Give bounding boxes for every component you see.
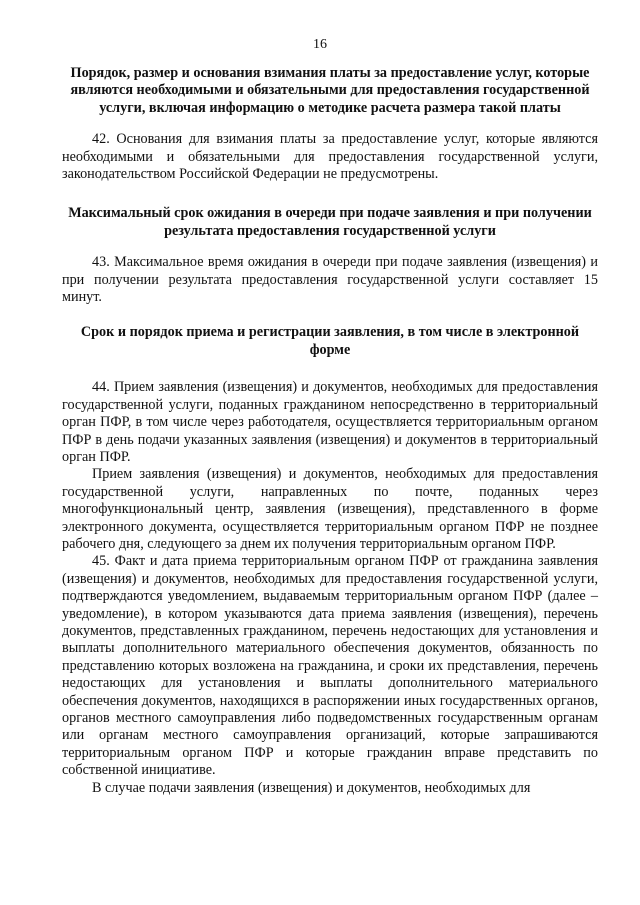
- paragraph-45: 45. Факт и дата приема территориальным органом ПФР от гражданина заявления (извещения) и документов, необходимых для предоставления государственной услуги, подтверждаются уведомлением, выдаваемым территориальным органом ПФР (далее – уведомление), в котором указываются дата приема заявления (извещения), перечень документов, представленных гражданином, перечень недостающих для установления и выплаты дополнительного материального обеспечения документов, обязанность по представлению которых возложена на гражданина, и сроки их представления, перечень недостающих для установления и выплаты дополнительного материального обеспечения документов, находящихся в распоряжении иных государственных органов, органов местного самоуправления либо подведомственных государственным органам или органам местного самоуправления организаций, которые запрашиваются территориальным органом ПФР и которые гражданин вправе представить по собственной инициативе.: [62, 553, 598, 779]
- paragraph-42: 42. Основания для взимания платы за предоставление услуг, которые являются необходимыми и обязательными для предоставления государственной услуги, законодательством Российской Федерации не предусмотрены.: [62, 131, 598, 183]
- paragraph-44-continued: Прием заявления (извещения) и документов, необходимых для предоставления государственной услуги, направленных по почте, поданных через многофункциональный центр, заявления (извещения), представленного в форме электронного документа, осуществляется территориальным органом ПФР не позднее рабочего дня, следующего за днем их получения территориальным органом ПФР.: [62, 466, 598, 552]
- page-content: [62, 62, 598, 797]
- paragraph-43: 43. Максимальное время ожидания в очереди при подаче заявления (извещения) и при получении результата предоставления государственной услуги составляет 15 минут.: [62, 254, 598, 306]
- paragraph-44: 44. Прием заявления (извещения) и документов, необходимых для предоставления государственной услуги, поданных гражданином непосредственно в территориальный орган ПФР, в том числе через работодателя, осуществляется территориальным органом ПФР в день подачи указанных заявления (извещения) и документов в территориальный орган ПФР.: [62, 379, 598, 465]
- page-number: 16: [313, 37, 327, 52]
- section-heading-registration: Срок и порядок приема и регистрации заявления, в том числе в электронной форме: [80, 324, 580, 358]
- section-heading-fee: Порядок, размер и основания взимания платы за предоставление услуг, которые являются необходимыми и обязательными для предоставления государственной услуги, включая информацию о методике расчета размера такой платы: [70, 65, 590, 116]
- section-heading-queue-time: Максимальный срок ожидания в очереди при подаче заявления и при получении результата предоставления государственной услуги: [68, 205, 592, 239]
- paragraph-continuation: В случае подачи заявления (извещения) и документов, необходимых для: [92, 779, 531, 796]
